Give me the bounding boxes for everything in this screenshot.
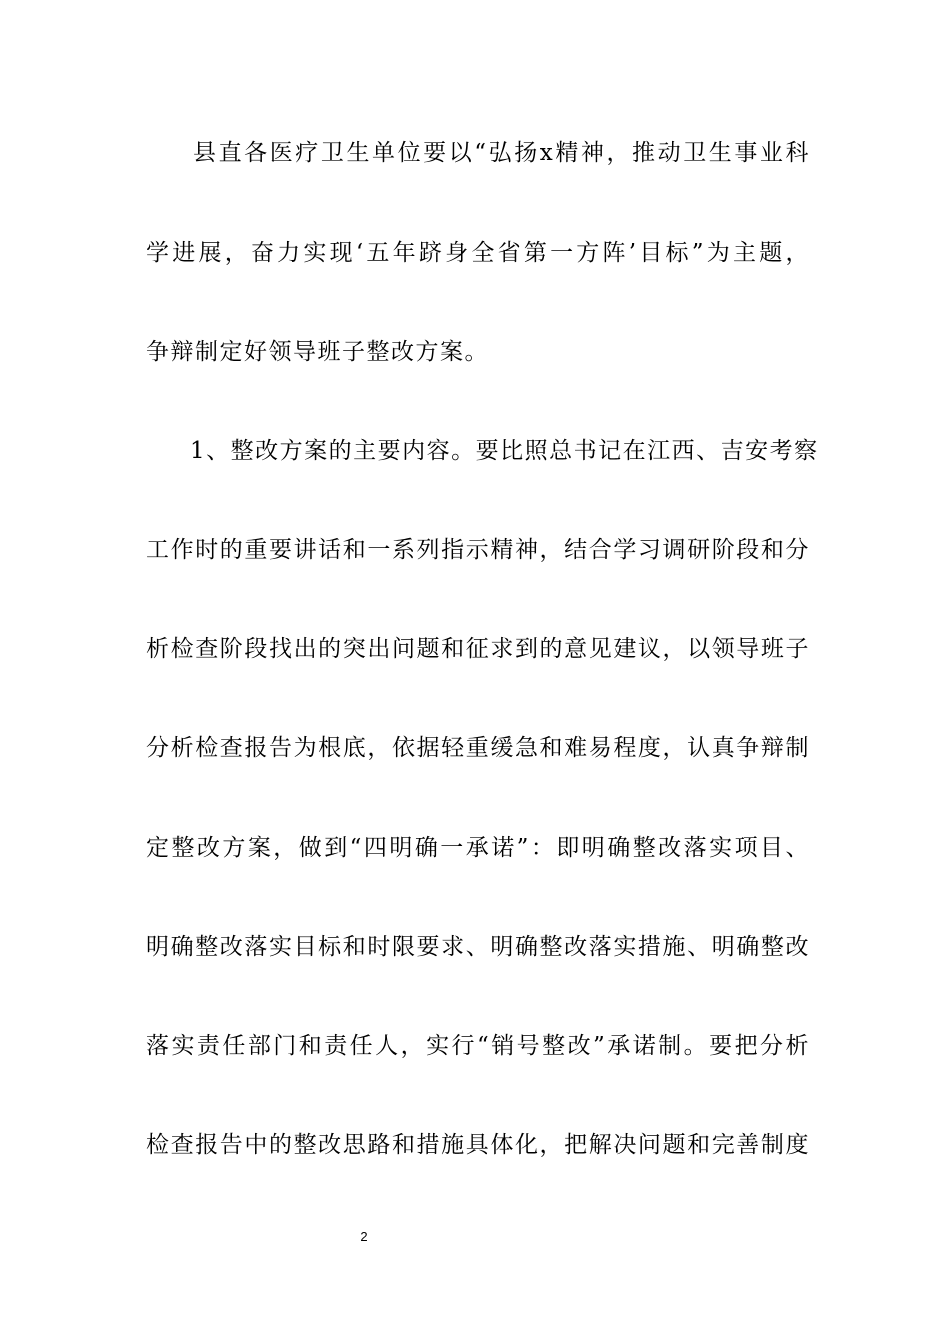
text-line: 争辩制定好领导班子整改方案。 — [146, 339, 489, 365]
text-line: 定整改方案，做到“四明确一承诺”：即明确整改落实项目、 — [146, 835, 810, 861]
text-line: 县直各医疗卫生单位要以“弘扬x精神，推动卫生事业科 — [193, 140, 810, 166]
text-line: 落实责任部门和责任人，实行“销号整改”承诺制。要把分析 — [146, 1033, 810, 1059]
page-number: 2 — [360, 1229, 368, 1244]
text-line: 明确整改落实目标和时限要求、明确整改落实措施、明确整改 — [146, 934, 810, 960]
text-line: 1、整改方案的主要内容。要比照总书记在江西、吉安考察 — [190, 438, 819, 464]
text-line: 检查报告中的整改思路和措施具体化，把解决问题和完善制度 — [146, 1132, 810, 1158]
text-line: 学进展，奋力实现‘五年跻身全省第一方阵’目标”为主题， — [146, 240, 810, 266]
text-line: 工作时的重要讲话和一系列指示精神，结合学习调研阶段和分 — [146, 537, 810, 563]
text-line: 析检查阶段找出的突出问题和征求到的意见建议，以领导班子 — [146, 636, 810, 662]
text-line: 分析检查报告为根底，依据轻重缓急和难易程度，认真争辩制 — [146, 735, 810, 761]
